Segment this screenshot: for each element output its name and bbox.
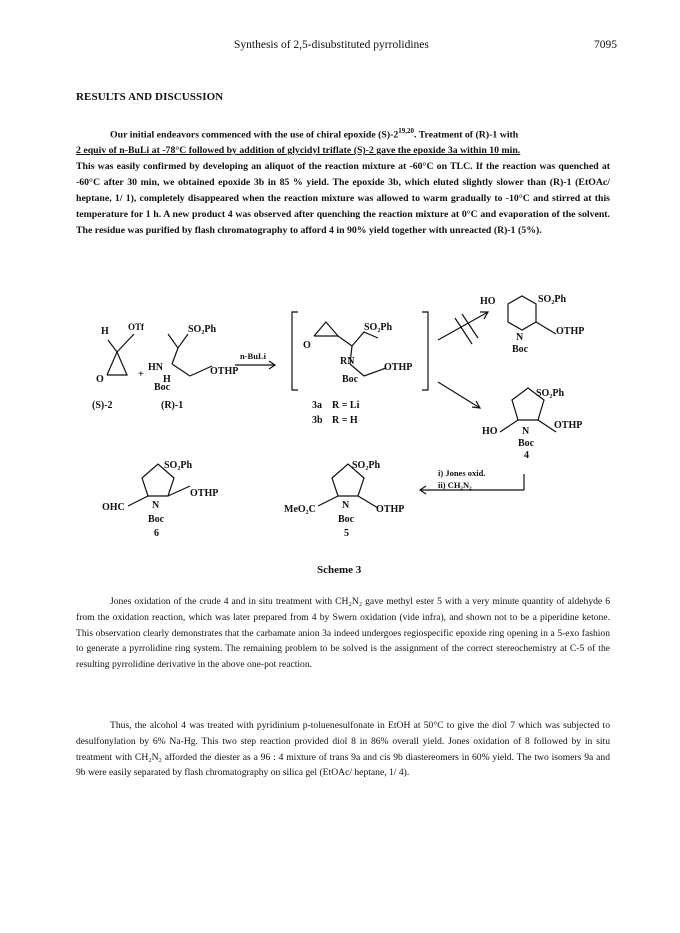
epoxide-ring bbox=[107, 352, 127, 375]
label-boc-5: Boc bbox=[338, 514, 355, 525]
page-number: 7095 bbox=[594, 39, 617, 51]
label-s2: (S)-2 bbox=[92, 400, 113, 411]
epoxide-3a bbox=[314, 322, 338, 336]
label-so2ph-5: SO₂Ph bbox=[352, 460, 381, 471]
p1-epoxide-ref: (S)-2 bbox=[378, 129, 399, 141]
label-reagent: n-BuLi bbox=[240, 351, 266, 361]
label-othp-6: OTHP bbox=[190, 488, 219, 499]
label-boc-4: Boc bbox=[518, 438, 535, 449]
label-meo2c: MeO₂C bbox=[284, 504, 316, 515]
label-boc-3a: Boc bbox=[342, 374, 359, 385]
label-4: 4 bbox=[524, 450, 529, 461]
p1-text-1: Our initial endeavors commenced with the use of chiral epoxide bbox=[110, 129, 379, 141]
label-otf: OTf bbox=[128, 322, 145, 332]
label-o-epoxide: O bbox=[96, 374, 104, 385]
p1-rest: This was easily confirmed by developing an aliquot of the reaction mixture at -60°C on TLC. If the reaction was quenched at -60°C after 30 min, we obtained epoxide 3b in 85 % yield. The epoxide 3b, which eluted slightly slower than (R)-1 (EtOAc/ heptane, 1/ 1), completely disappeared when the reaction mixture was allowed to warm gradually to -10°C and stirred at this temperature for 1 h. A new product 4 was observed after quenching the reaction mixture at 0°C and evaporation of the solvent. The residue was purified by flash chromatography to afford 4 in 90% yield together with unreacted (R)-1 (5%). bbox=[76, 161, 610, 236]
label-rn: RN bbox=[340, 356, 355, 367]
label-n-4: N bbox=[522, 426, 530, 437]
label-6: 6 bbox=[154, 528, 159, 539]
label-so2ph-4: SO₂Ph bbox=[536, 388, 565, 399]
label-so2ph-6: SO₂Ph bbox=[164, 460, 193, 471]
label-h: H bbox=[101, 326, 109, 337]
label-ohc: OHC bbox=[102, 502, 125, 513]
arrow-to-4 bbox=[438, 382, 480, 408]
label-plus: + bbox=[138, 369, 144, 380]
label-boc-r1: Boc bbox=[154, 382, 171, 393]
label-so2ph-3a: SO₂Ph bbox=[364, 322, 393, 333]
label-n-pip: N bbox=[516, 332, 524, 343]
label-ho-pip: HO bbox=[480, 296, 496, 307]
label-h2: H bbox=[163, 374, 171, 385]
piperidine-ring bbox=[508, 296, 536, 330]
label-hn: HN bbox=[148, 362, 163, 373]
label-n-5: N bbox=[342, 500, 350, 511]
label-3a-r: R = Li bbox=[332, 400, 360, 411]
label-step-2: ii) CH₂N₂ bbox=[438, 480, 472, 490]
otf-bond bbox=[117, 334, 134, 352]
paragraph-1 bbox=[76, 124, 610, 239]
p1-line-2: 2 equiv of n-BuLi at -78°C followed by addition of glycidyl triflate (S)-2 gave the epoxide 3a within 10 min. bbox=[76, 145, 521, 157]
scheme-caption: Scheme 3 bbox=[317, 564, 362, 576]
scheme-3-drawing bbox=[60, 282, 620, 582]
label-3a: 3a bbox=[312, 400, 322, 411]
section-title: RESULTS AND DISCUSSION bbox=[76, 91, 224, 103]
label-step-1: i) Jones oxid. bbox=[438, 468, 486, 478]
p1-compound-ref: (R)-1 bbox=[475, 129, 498, 141]
label-othp-pip: OTHP bbox=[556, 326, 585, 337]
bracket-right bbox=[422, 312, 428, 390]
label-so2ph-r1: SO₂Ph bbox=[188, 324, 217, 335]
p1-text-3: with bbox=[497, 129, 519, 141]
paragraph-3: Thus, the alcohol 4 was treated with pyridinium p-toluenesulfonate in EtOH at 50°C to give the diol 7 which was subjected to desulfonylation by 6% Na-Hg. This two step reaction provided diol 8 in 86% overall yield. Jones oxidation of 8 followed by in situ treatment with CH₂N₂ afforded the diester as a 96 : 4 mixture of trans 9a and cis 9b diastereomers in 60% yield. The two isomers 9a and 9b were easily separated by flash chromatography on silica gel (EtOAc/ heptane, 1/ 4). bbox=[76, 720, 610, 779]
label-n-6: N bbox=[152, 500, 160, 511]
label-3b: 3b bbox=[312, 415, 323, 426]
label-3b-r: R = H bbox=[332, 415, 358, 426]
label-othp-5: OTHP bbox=[376, 504, 405, 515]
label-boc-6: Boc bbox=[148, 514, 165, 525]
label-othp-4: OTHP bbox=[554, 420, 583, 431]
label-ho-4: HO bbox=[482, 426, 498, 437]
3a-chain bbox=[352, 332, 378, 346]
label-so2ph-pip: SO₂Ph bbox=[538, 294, 567, 305]
label-o-3a: O bbox=[303, 340, 311, 351]
running-title: Synthesis of 2,5-disubstituted pyrrolidines bbox=[234, 39, 429, 51]
label-othp-r1: OTHP bbox=[210, 366, 239, 377]
p1-citation: 19,20 bbox=[398, 127, 415, 135]
r1-chain bbox=[168, 334, 188, 348]
p1-text-2: . Treatment of bbox=[414, 129, 476, 141]
label-othp-3a: OTHP bbox=[384, 362, 413, 373]
label-boc-pip: Boc bbox=[512, 344, 529, 355]
label-r1: (R)-1 bbox=[161, 400, 184, 411]
bracket-left bbox=[292, 312, 298, 390]
h-bond bbox=[108, 340, 117, 352]
paragraph-2: Jones oxidation of the crude 4 and in situ treatment with CH₂N₂ gave methyl ester 5 with a very minute quantity of aldehyde 6 from the oxidation reaction, which was later prepared from 4 by Swern oxidation (vide infra), and shown not to be a piperidine ketone. This observation clearly demonstrates that the carbamate anion 3a indeed undergoes regiospecific epoxide ring opening in a 5-exo fashion to generate a pyrrolidine ring system. The remaining problem to be solved is the assignment of the correct stereochemistry at C-5 of the resulting pyrrolidine derivative in the above one-pot reaction. bbox=[76, 596, 610, 671]
label-5: 5 bbox=[344, 528, 349, 539]
